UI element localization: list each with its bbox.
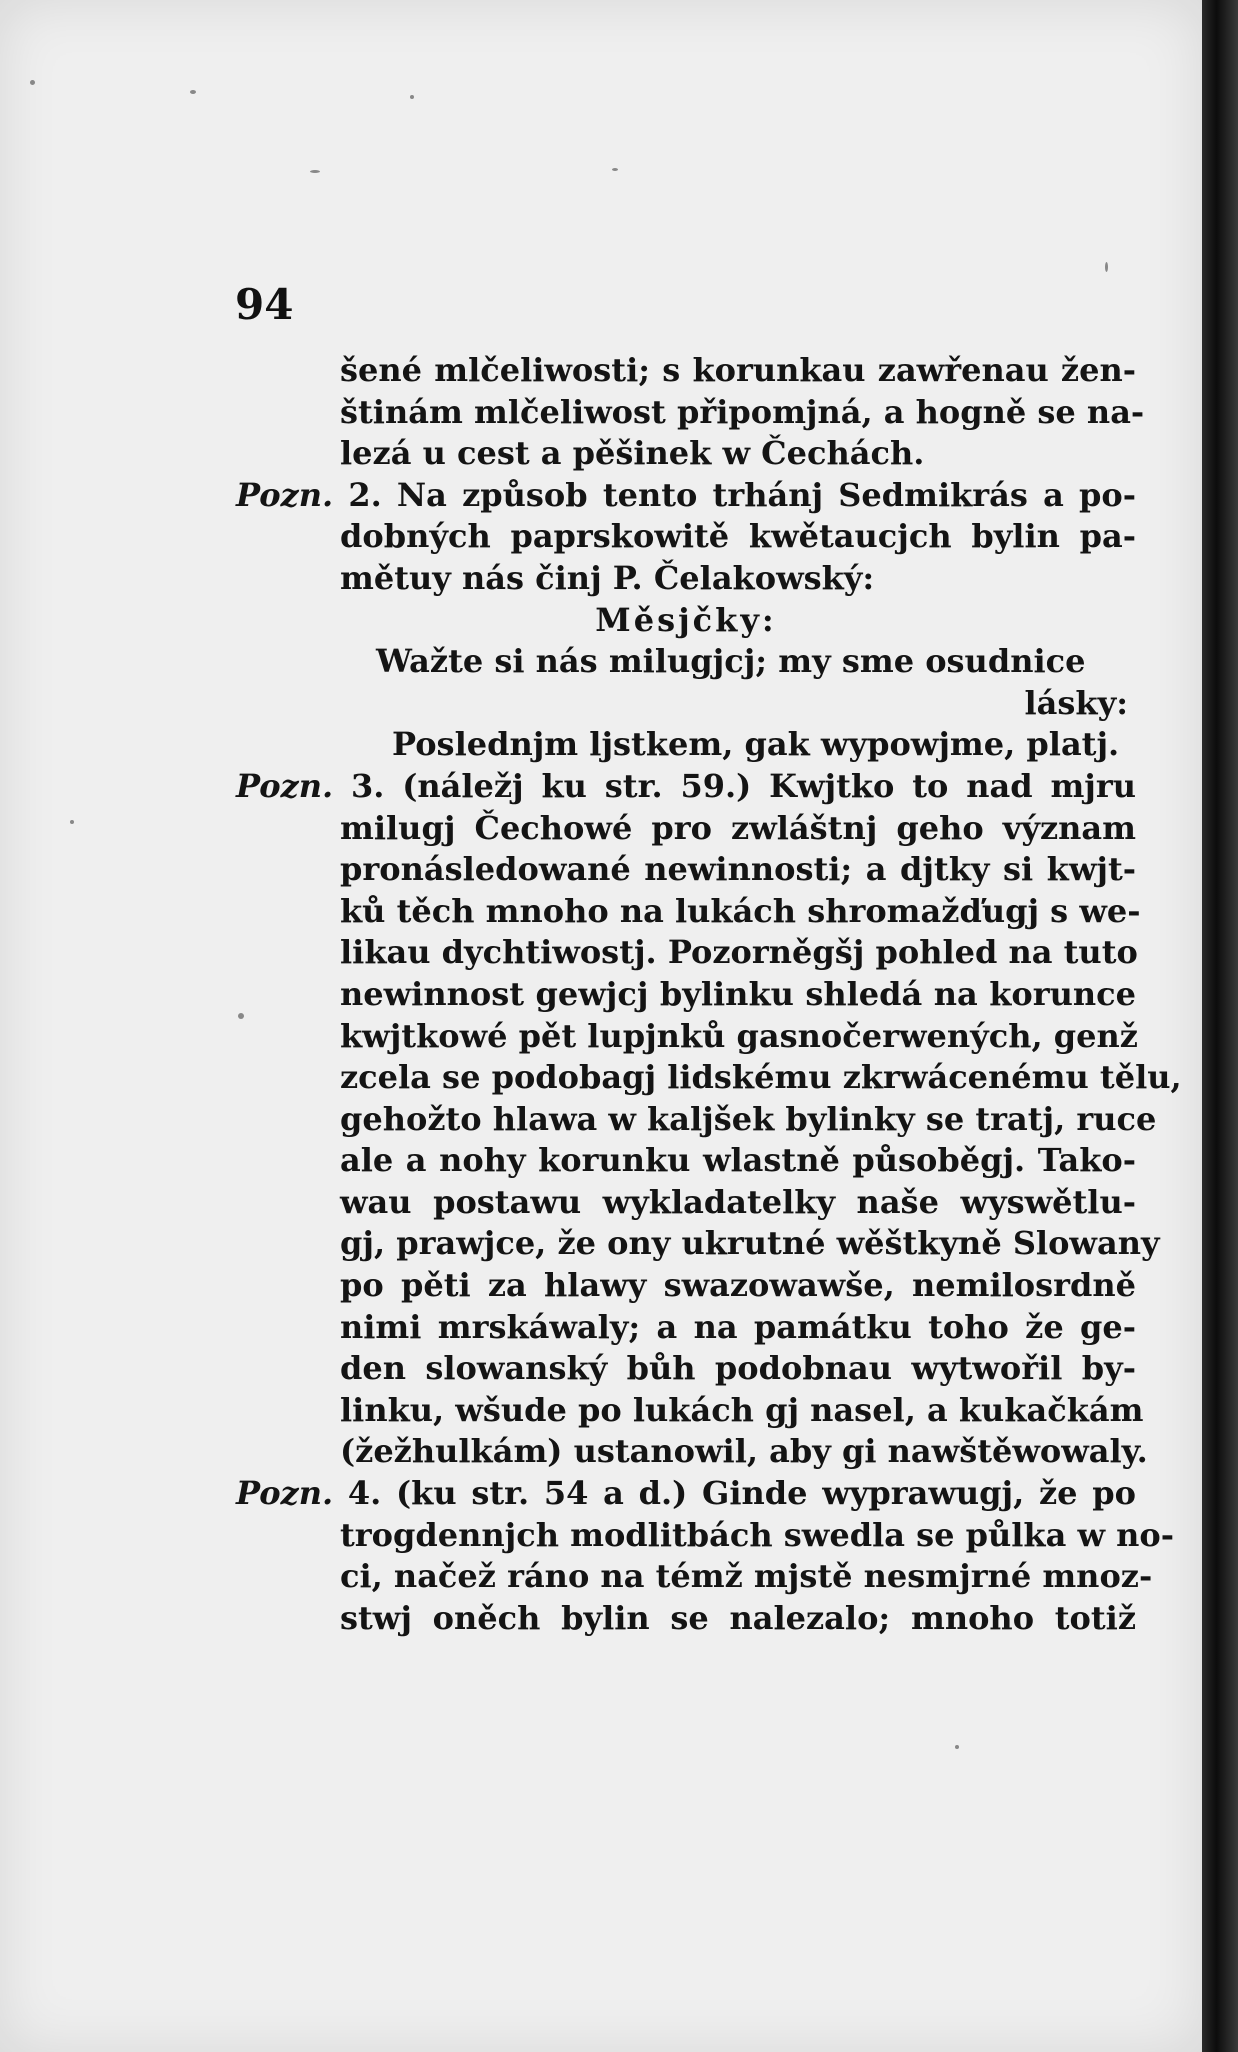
speck (190, 90, 196, 94)
text-line (236, 808, 1136, 850)
line-text: Poslednjm ljstkem, gak wypowjme, platj. (392, 725, 1120, 764)
text-body (236, 350, 1182, 1639)
text-line (236, 350, 1136, 392)
line-text: (žežhulkám) ustanowil, aby gi nawštěwowaly. (340, 1432, 1148, 1471)
line-text: wau postawu wykladatelky naše wyswětlu- (340, 1182, 1136, 1221)
note-label: Pozn. (236, 475, 334, 514)
line-text: 4. (ku str. 54 a d.) Ginde wyprawugj, že po (333, 1474, 1136, 1513)
text-line (236, 683, 1136, 725)
text-line (236, 1390, 1144, 1432)
line-text: newinnost gewjcj bylinku shledá na korunce (340, 974, 1136, 1013)
speck (955, 1745, 959, 1749)
line-text: zcela se podobagj lidskému zkrwácenému tělu, (340, 1058, 1182, 1097)
line-text: mětuy nás činj P. Čelakowský: (340, 558, 875, 597)
line-text: stwj oněch bylin se nalezalo; mnoho totiž (340, 1598, 1136, 1637)
line-text: gj, prawjce, že ony ukrutné wěštkyně Slowany (340, 1224, 1160, 1263)
line-text: 3. (náležj ku str. 59.) Kwjtko to nad mjru (333, 766, 1136, 805)
line-text: 2. Na způsob tento trhánj Sedmikrás a po- (333, 475, 1136, 514)
line-text: po pěti za hlawy swazowawše, nemilosrdně (340, 1266, 1136, 1305)
text-line (236, 724, 1136, 766)
line-text: linku, wšude po lukách gj nasel, a kukačkám (340, 1390, 1144, 1429)
line-text: milugj Čechowé pro zwláštnj geho význam (340, 808, 1136, 847)
line-text: pronásledowané newinnosti; a djtky si kwjt- (340, 850, 1136, 889)
speck (310, 170, 320, 173)
book-gutter (1202, 0, 1238, 2052)
text-line (236, 1348, 1136, 1390)
speck (410, 95, 414, 99)
text-line (236, 1473, 1136, 1515)
text-line (236, 1057, 1182, 1099)
line-text: dobných paprskowitě kwětaucjch bylin pa- (340, 517, 1136, 556)
text-line (236, 392, 1145, 434)
speck (30, 80, 35, 85)
speck (612, 168, 618, 171)
page-number: 94 (235, 280, 294, 329)
text-line (236, 516, 1136, 558)
note-label: Pozn. (236, 766, 334, 805)
line-text: lezá u cest a pěšinek w Čechách. (340, 434, 925, 473)
text-line (236, 1016, 1136, 1058)
line-text: trogdennjch modlitbách swedla se půlka w no- (340, 1515, 1175, 1554)
text-line (236, 932, 1136, 974)
line-text: gehožto hlawa w kaljšek bylinky se tratj, ruce (340, 1099, 1157, 1138)
line-text: Měsjčky: (595, 600, 777, 639)
line-text: ale a nohy korunku wlastně působěgj. Tako- (340, 1141, 1136, 1180)
text-line (236, 1265, 1136, 1307)
line-text: ků těch mnoho na lukách shromažďugj s we- (340, 891, 1141, 930)
text-line (236, 1099, 1157, 1141)
text-line (236, 1140, 1136, 1182)
text-line (236, 766, 1136, 808)
line-text: nimi mrskáwaly; a na památku toho že ge- (340, 1307, 1136, 1346)
line-text: Wažte si nás milugjcj; my sme osudnice (376, 642, 1086, 681)
note-label: Pozn. (236, 1474, 334, 1513)
text-line (236, 433, 1136, 475)
text-line (236, 1556, 1153, 1598)
line-text: kwjtkowé pět lupjnků gasnočerwených, genž (340, 1016, 1138, 1055)
text-line (236, 849, 1136, 891)
line-text: ci, načež ráno na témž mjstě nesmjrné mnoz- (340, 1557, 1153, 1596)
text-line (236, 475, 1136, 517)
line-text: lásky: (1024, 683, 1128, 722)
text-line (236, 1598, 1136, 1640)
text-line (236, 1515, 1175, 1557)
line-text: likau dychtiwostj. Pozorněgšj pohled na tuto (340, 933, 1138, 972)
text-line (236, 1431, 1148, 1473)
text-line (236, 600, 1136, 642)
text-line (236, 1223, 1160, 1265)
text-line (236, 974, 1136, 1016)
text-line (236, 891, 1141, 933)
text-line (236, 1307, 1136, 1349)
text-line (236, 1182, 1136, 1224)
text-line (236, 558, 1136, 600)
line-text: šené mlčeliwosti; s korunkau zawřenau žen- (340, 351, 1136, 389)
line-text: štinám mlčeliwost připomjná, a hogně se na- (340, 392, 1145, 431)
line-text: den slowanský bůh podobnau wytwořil by- (340, 1349, 1136, 1388)
speck (70, 820, 74, 824)
speck (1105, 262, 1108, 272)
text-line (236, 641, 1136, 683)
